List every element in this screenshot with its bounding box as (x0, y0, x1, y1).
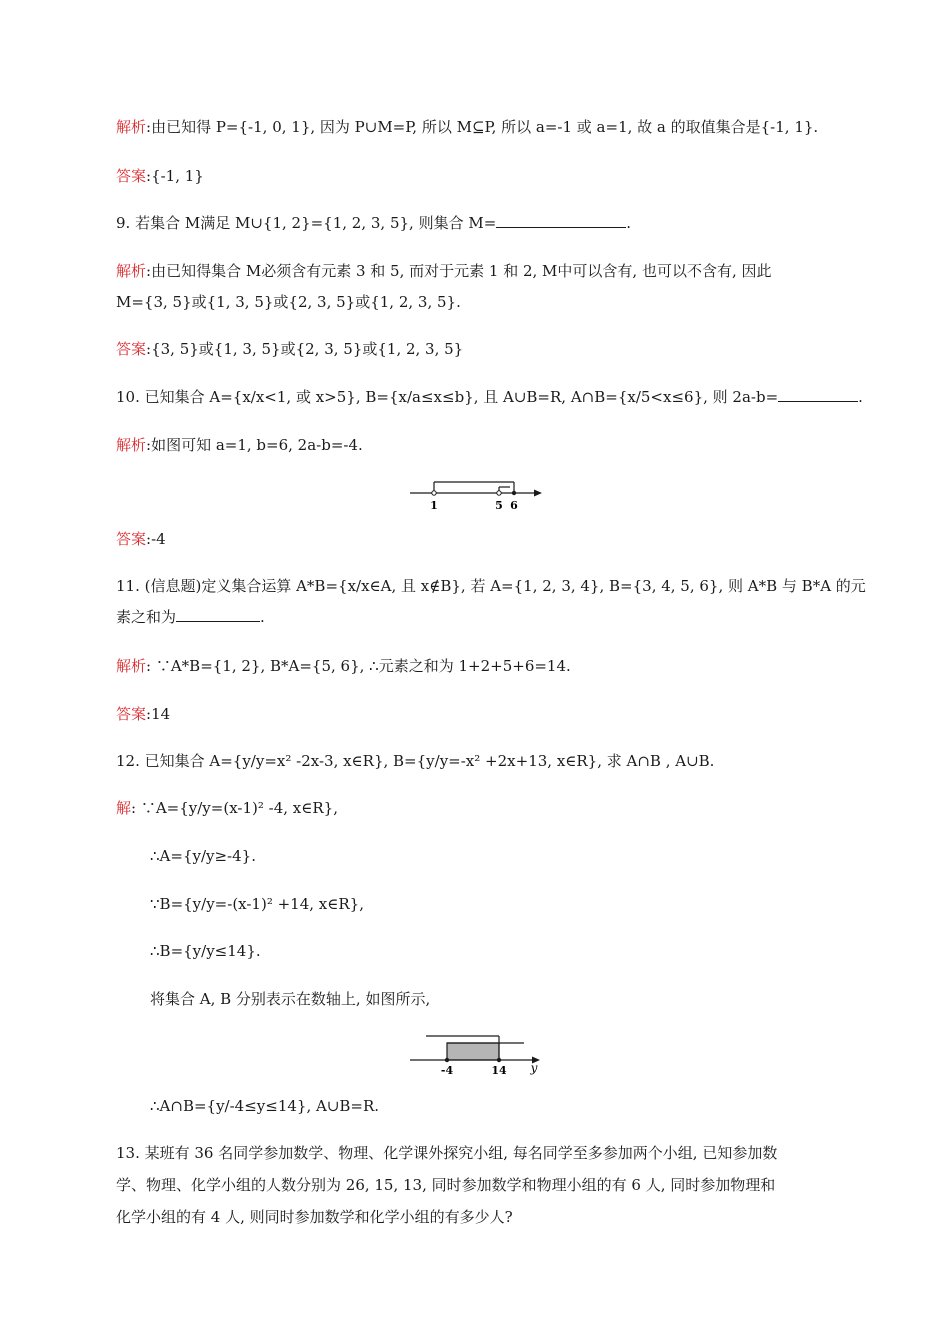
answer-blank (176, 607, 260, 622)
open-point (432, 491, 436, 495)
question-end: . (260, 608, 265, 626)
answer-line (116, 704, 170, 724)
analysis-continuation: M={3, 5}或{1, 3, 5}或{2, 3, 5}或{1, 2, 3, 5}. (116, 293, 461, 311)
question-12: 12. 已知集合 A={y/y=x² -2x-3, x∈R}, B={y/y=-x² +2x+13, x∈R}, 求 A∩B , A∪B. (116, 752, 715, 770)
answer-blank (778, 387, 858, 402)
question-text: 9. 若集合 M满足 M∪{1, 2}={1, 2, 3, 5}, 则集合 M= (116, 214, 497, 232)
answer-text: :{-1, 1} (146, 167, 204, 185)
tick-label: 14 (491, 1064, 507, 1077)
closed-point (445, 1058, 449, 1062)
analysis-label: 解析 (116, 262, 147, 280)
closed-point (497, 1058, 501, 1062)
question-13-continuation: 学、物理、化学小组的人数分别为 26, 15, 13, 同时参加数学和物理小组的有 6 人, 同时参加物理和 (116, 1176, 776, 1194)
question-end: . (626, 214, 632, 232)
open-point (497, 491, 501, 495)
question-13: 13. 某班有 36 名同学参加数学、物理、化学课外探究小组, 每名同学至多参加两个小组, 已知参加数 (116, 1144, 778, 1162)
solution-step: ∴B={y/y≤14}. (150, 942, 261, 960)
question-text: 10. 已知集合 A={x/x<1, 或 x>5}, B={x/a≤x≤b}, 且 A∪B=R, A∩B={x/5<x≤6}, 则 2a-b= (116, 388, 779, 406)
tick-label: -4 (440, 1064, 454, 1077)
answer-label: 答案 (116, 705, 147, 723)
analysis-text: : ∵A*B={1, 2}, B*A={5, 6}, ∴元素之和为 1+2+5+6=14. (146, 657, 571, 675)
analysis-text: :由已知得集合 M必须含有元素 3 和 5, 而对于元素 1 和 2, M中可以含有, 也可以不含有, 因此 (146, 262, 772, 280)
answer-blank (496, 213, 626, 228)
analysis-line (116, 435, 363, 455)
analysis-text: :如图可知 a=1, b=6, 2a-b=-4. (146, 436, 363, 454)
solution-line (116, 798, 338, 818)
closed-point (512, 491, 516, 495)
solution-step: ∴A={y/y≥-4}. (150, 847, 256, 865)
question-9 (116, 213, 631, 233)
answer-text: :-4 (146, 530, 166, 548)
solution-label: 解 (116, 799, 132, 817)
analysis-line (116, 261, 772, 281)
answer-label: 答案 (116, 167, 147, 185)
tick-label: 1 (430, 499, 438, 512)
answer-line (116, 166, 204, 186)
number-line-figure-1 (410, 476, 545, 512)
tick-label: 6 (510, 499, 518, 512)
question-end: . (858, 388, 863, 406)
axis-label: y (530, 1061, 538, 1075)
analysis-line (116, 656, 571, 676)
tick-label: 5 (495, 499, 503, 512)
analysis-line (116, 117, 818, 137)
solution-step: 将集合 A, B 分别表示在数轴上, 如图所示, (150, 990, 431, 1008)
analysis-label: 解析 (116, 118, 147, 136)
question-11-continuation (116, 607, 265, 627)
question-text: 素之和为 (116, 608, 177, 626)
answer-line (116, 529, 166, 549)
question-13-continuation: 化学小组的有 4 人, 则同时参加数学和化学小组的有多少人? (116, 1208, 513, 1226)
answer-text: :{3, 5}或{1, 3, 5}或{2, 3, 5}或{1, 2, 3, 5} (146, 340, 464, 358)
answer-line (116, 339, 463, 359)
analysis-label: 解析 (116, 657, 147, 675)
answer-label: 答案 (116, 530, 147, 548)
number-line-figure-2 (410, 1030, 545, 1078)
analysis-label: 解析 (116, 436, 147, 454)
analysis-text: :由已知得 P={-1, 0, 1}, 因为 P∪M=P, 所以 M⊆P, 所以 a=-1 或 a=1, 故 a 的取值集合是{-1, 1}. (146, 118, 819, 136)
solution-text: : ∵A={y/y=(x-1)² -4, x∈R}, (131, 799, 338, 817)
question-10 (116, 387, 863, 407)
intersection-region (447, 1043, 499, 1060)
answer-text: :14 (146, 705, 171, 723)
question-11: 11. (信息题)定义集合运算 A*B={x/x∈A, 且 x∉B}, 若 A={1, 2, 3, 4}, B={3, 4, 5, 6}, 则 A*B 与 B*A 的元 (116, 577, 866, 595)
solution-step: ∵B={y/y=-(x-1)² +14, x∈R}, (150, 895, 364, 913)
answer-label: 答案 (116, 340, 147, 358)
solution-conclusion: ∴A∩B={y/-4≤y≤14}, A∪B=R. (150, 1097, 380, 1115)
arrow-icon (534, 490, 542, 497)
